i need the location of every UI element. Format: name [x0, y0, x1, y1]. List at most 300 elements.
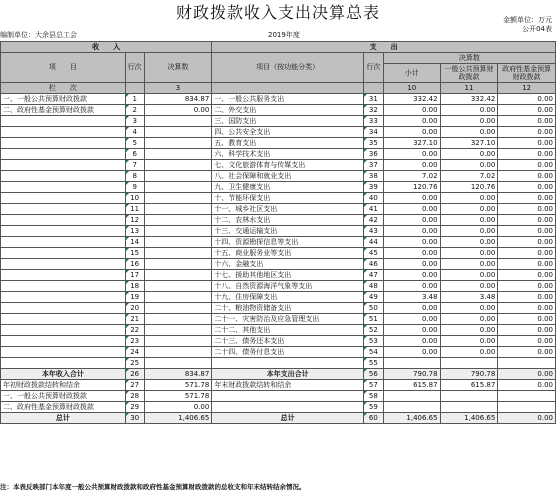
expense-subtotal: 0.00 [383, 248, 440, 259]
expense-line-no: 31 [363, 94, 383, 105]
expense-general-budget: 0.00 [440, 204, 498, 215]
expense-subtotal: 0.00 [383, 127, 440, 138]
expense-line-no: 36 [363, 149, 383, 160]
expense-subtotal: 0.00 [383, 105, 440, 116]
income-item [1, 270, 126, 281]
expense-item [212, 402, 364, 413]
expense-item: 二十一、灾害防治及应急管理支出 [212, 314, 364, 325]
expense-subtotal: 0.00 [383, 336, 440, 347]
general-budget-header: 一般公共预算财政拨款 [440, 64, 498, 83]
income-line-no: 3 [125, 116, 144, 127]
expense-general-budget: 0.00 [440, 325, 498, 336]
expense-general-budget: 0.00 [440, 259, 498, 270]
header-row-1 [1, 42, 556, 53]
income-line-no: 30 [125, 413, 144, 424]
expense-item: 五、教育支出 [212, 138, 364, 149]
expense-general-budget: 0.00 [440, 160, 498, 171]
income-amount: 571.78 [144, 391, 212, 402]
income-line-no: 23 [125, 336, 144, 347]
expense-subtotal [383, 358, 440, 369]
income-amount [144, 193, 212, 204]
expense-item: 十八、自然资源海洋气象等支出 [212, 281, 364, 292]
income-line-no: 4 [125, 127, 144, 138]
expense-subtotal: 0.00 [383, 237, 440, 248]
expense-general-budget: 120.76 [440, 182, 498, 193]
income-item: 一、一般公共预算财政拨款 [1, 94, 126, 105]
expense-general-budget: 0.00 [440, 149, 498, 160]
expense-item: 十二、农林水支出 [212, 215, 364, 226]
income-line-no: 18 [125, 281, 144, 292]
table-row [1, 336, 556, 347]
table-row [1, 237, 556, 248]
expense-general-budget: 0.00 [440, 226, 498, 237]
expense-fund-budget: 0.00 [498, 281, 556, 292]
expense-subtotal: 0.00 [383, 149, 440, 160]
income-amount [144, 237, 212, 248]
table-row [1, 160, 556, 171]
income-amount [144, 358, 212, 369]
col-3: 3 [144, 83, 212, 94]
expense-general-budget [440, 358, 498, 369]
expense-subtotal: 0.00 [383, 204, 440, 215]
income-line-no: 21 [125, 314, 144, 325]
income-item [1, 215, 126, 226]
income-item [1, 204, 126, 215]
expense-general-budget: 7.02 [440, 171, 498, 182]
expense-line-no: 57 [363, 380, 383, 391]
expense-line-no: 50 [363, 303, 383, 314]
table-row [1, 281, 556, 292]
income-item [1, 160, 126, 171]
expense-item: 二、外交支出 [212, 105, 364, 116]
table-row [1, 248, 556, 259]
expense-item: 十七、援助其他地区支出 [212, 270, 364, 281]
expense-line-no: 59 [363, 402, 383, 413]
income-amount [144, 292, 212, 303]
expense-line-no: 38 [363, 171, 383, 182]
income-amount [144, 127, 212, 138]
expense-item: 二十二、其他支出 [212, 325, 364, 336]
summary-row [1, 402, 556, 413]
expense-item: 六、科学技术支出 [212, 149, 364, 160]
expense-fund-budget: 0.00 [498, 149, 556, 160]
income-item [1, 358, 126, 369]
income-line-no: 1 [125, 94, 144, 105]
income-line-no: 11 [125, 204, 144, 215]
expense-item: 九、卫生健康支出 [212, 182, 364, 193]
income-item [1, 182, 126, 193]
summary-row [1, 391, 556, 402]
income-item: 二、政府性基金预算财政拨款 [1, 402, 126, 413]
col-12: 12 [498, 83, 556, 94]
table-row [1, 149, 556, 160]
expense-item: 年末财政拨款结转和结余 [212, 380, 364, 391]
expense-item: 二十三、债务还本支出 [212, 336, 364, 347]
income-item [1, 138, 126, 149]
expense-fund-budget: 0.00 [498, 127, 556, 138]
income-item [1, 303, 126, 314]
income-item [1, 171, 126, 182]
expense-subtotal: 3.48 [383, 292, 440, 303]
income-amount [144, 270, 212, 281]
expense-fund-budget [498, 391, 556, 402]
expense-item: 本年支出合计 [212, 369, 364, 380]
table-row [1, 292, 556, 303]
expense-line-no: 51 [363, 314, 383, 325]
expense-subtotal: 790.78 [383, 369, 440, 380]
expense-line-no: 33 [363, 116, 383, 127]
income-final-header: 决算数 [144, 53, 212, 83]
expense-fund-budget: 0.00 [498, 292, 556, 303]
income-amount [144, 336, 212, 347]
expense-fund-budget: 0.00 [498, 226, 556, 237]
blank-cell [363, 83, 383, 94]
func-item-header: 项目（按功能分类） [212, 53, 364, 83]
table-row [1, 259, 556, 270]
income-header: 收 入 [1, 42, 212, 53]
expense-line-no-header: 行次 [363, 53, 383, 83]
expense-general-budget: 1,406.65 [440, 413, 498, 424]
income-amount [144, 182, 212, 193]
expense-fund-budget: 0.00 [498, 369, 556, 380]
income-amount: 0.00 [144, 402, 212, 413]
column-label: 栏 次 [1, 83, 126, 94]
income-line-no: 29 [125, 402, 144, 413]
expense-subtotal: 0.00 [383, 193, 440, 204]
expense-line-no: 39 [363, 182, 383, 193]
income-line-no: 19 [125, 292, 144, 303]
expense-item: 十五、商业服务业等支出 [212, 248, 364, 259]
expense-subtotal: 0.00 [383, 116, 440, 127]
income-amount [144, 259, 212, 270]
expense-line-no: 40 [363, 193, 383, 204]
expense-subtotal [383, 391, 440, 402]
expense-line-no: 55 [363, 358, 383, 369]
expense-general-budget: 0.00 [440, 193, 498, 204]
blank-cell [125, 83, 144, 94]
income-item [1, 314, 126, 325]
income-line-no: 12 [125, 215, 144, 226]
expense-subtotal: 0.00 [383, 281, 440, 292]
income-amount [144, 138, 212, 149]
summary-row [1, 380, 556, 391]
expense-line-no: 41 [363, 204, 383, 215]
income-item: 二、政府性基金预算财政拨款 [1, 105, 126, 116]
expense-final-header: 决算数 [383, 53, 555, 64]
table-row [1, 94, 556, 105]
income-line-no: 6 [125, 149, 144, 160]
expense-general-budget: 3.48 [440, 292, 498, 303]
income-line-no: 2 [125, 105, 144, 116]
income-line-no: 28 [125, 391, 144, 402]
income-amount [144, 347, 212, 358]
expense-item: 总计 [212, 413, 364, 424]
expense-item: 二十四、债务付息支出 [212, 347, 364, 358]
income-amount [144, 215, 212, 226]
expense-item: 十一、城乡社区支出 [212, 204, 364, 215]
fund-budget-header: 政府性基金预算财政拨款 [498, 64, 556, 83]
expense-line-no: 47 [363, 270, 383, 281]
expense-fund-budget [498, 358, 556, 369]
expense-line-no: 44 [363, 237, 383, 248]
income-line-no: 26 [125, 369, 144, 380]
table-row [1, 105, 556, 116]
table-row [1, 127, 556, 138]
expense-fund-budget: 0.00 [498, 347, 556, 358]
expense-fund-budget: 0.00 [498, 116, 556, 127]
expense-general-budget: 0.00 [440, 336, 498, 347]
expense-subtotal: 1,406.65 [383, 413, 440, 424]
expense-subtotal: 120.76 [383, 182, 440, 193]
report-meta [0, 31, 556, 40]
income-amount: 571.78 [144, 380, 212, 391]
expense-subtotal [383, 402, 440, 413]
expense-fund-budget: 0.00 [498, 105, 556, 116]
table-row [1, 138, 556, 149]
table-row [1, 270, 556, 281]
table-row [1, 358, 556, 369]
income-line-no: 5 [125, 138, 144, 149]
income-line-no: 16 [125, 259, 144, 270]
expense-general-budget: 0.00 [440, 314, 498, 325]
amount-unit: 金额单位：万元 [503, 16, 552, 24]
expense-item [212, 391, 364, 402]
table-row [1, 116, 556, 127]
expense-general-budget: 0.00 [440, 127, 498, 138]
expense-fund-budget: 0.00 [498, 138, 556, 149]
footnote: 注：本表反映部门本年度一般公共预算财政拨款和政府性基金预算财政拨款的总收支和年末结转结余情况。 [0, 483, 306, 491]
income-item [1, 248, 126, 259]
income-item: 一、一般公共预算财政拨款 [1, 391, 126, 402]
summary-row [1, 369, 556, 380]
income-line-no: 10 [125, 193, 144, 204]
income-item [1, 226, 126, 237]
expense-fund-budget: 0.00 [498, 215, 556, 226]
item-header: 项 目 [1, 53, 126, 83]
expense-fund-budget: 0.00 [498, 413, 556, 424]
expense-general-budget: 0.00 [440, 105, 498, 116]
form-code: 公开04表 [522, 25, 552, 33]
line-no-header: 行次 [125, 53, 144, 83]
report-year: 2019年度 [268, 31, 300, 39]
expense-item: 四、公共安全支出 [212, 127, 364, 138]
income-line-no: 15 [125, 248, 144, 259]
expense-line-no: 34 [363, 127, 383, 138]
income-item: 总计 [1, 413, 126, 424]
column-index-row [1, 83, 556, 94]
income-line-no: 13 [125, 226, 144, 237]
income-line-no: 20 [125, 303, 144, 314]
org-label: 编制单位：大余县总工会 [0, 31, 77, 39]
income-item [1, 325, 126, 336]
table-row [1, 182, 556, 193]
expense-general-budget: 615.87 [440, 380, 498, 391]
summary-row [1, 413, 556, 424]
blank-cell [212, 83, 364, 94]
expense-fund-budget: 0.00 [498, 270, 556, 281]
income-item [1, 237, 126, 248]
expense-subtotal: 0.00 [383, 325, 440, 336]
table-row [1, 347, 556, 358]
income-item [1, 347, 126, 358]
expense-fund-budget: 0.00 [498, 325, 556, 336]
expense-fund-budget: 0.00 [498, 248, 556, 259]
expense-subtotal: 0.00 [383, 226, 440, 237]
expense-general-budget: 0.00 [440, 347, 498, 358]
expense-line-no: 48 [363, 281, 383, 292]
expense-general-budget: 0.00 [440, 281, 498, 292]
expense-fund-budget [498, 402, 556, 413]
expense-subtotal: 0.00 [383, 303, 440, 314]
expense-item: 十三、交通运输支出 [212, 226, 364, 237]
expense-line-no: 32 [363, 105, 383, 116]
expense-line-no: 49 [363, 292, 383, 303]
expense-subtotal: 0.00 [383, 314, 440, 325]
expense-general-budget [440, 391, 498, 402]
income-line-no: 27 [125, 380, 144, 391]
expense-fund-budget: 0.00 [498, 171, 556, 182]
expense-item: 十九、住房保障支出 [212, 292, 364, 303]
income-amount [144, 325, 212, 336]
income-line-no: 24 [125, 347, 144, 358]
expense-item: 十四、资源勘探信息等支出 [212, 237, 364, 248]
expense-line-no: 56 [363, 369, 383, 380]
income-amount [144, 160, 212, 171]
table-row [1, 325, 556, 336]
income-amount [144, 281, 212, 292]
expense-general-budget: 0.00 [440, 248, 498, 259]
income-line-no: 17 [125, 270, 144, 281]
expense-line-no: 42 [363, 215, 383, 226]
expense-line-no: 58 [363, 391, 383, 402]
income-item [1, 127, 126, 138]
income-amount [144, 248, 212, 259]
expense-item: 一、一般公共服务支出 [212, 94, 364, 105]
income-item [1, 149, 126, 160]
income-item [1, 281, 126, 292]
expense-header: 支 出 [212, 42, 556, 53]
expense-fund-budget: 0.00 [498, 237, 556, 248]
table-row [1, 314, 556, 325]
income-line-no: 25 [125, 358, 144, 369]
expense-line-no: 45 [363, 248, 383, 259]
expense-subtotal: 332.42 [383, 94, 440, 105]
expense-fund-budget: 0.00 [498, 336, 556, 347]
expense-subtotal: 0.00 [383, 215, 440, 226]
expense-fund-budget: 0.00 [498, 314, 556, 325]
expense-general-budget: 0.00 [440, 237, 498, 248]
expense-line-no: 52 [363, 325, 383, 336]
expense-line-no: 37 [363, 160, 383, 171]
expense-subtotal: 327.10 [383, 138, 440, 149]
table-row [1, 303, 556, 314]
expense-fund-budget: 0.00 [498, 182, 556, 193]
income-item [1, 116, 126, 127]
expense-general-budget: 0.00 [440, 116, 498, 127]
expense-general-budget: 0.00 [440, 215, 498, 226]
income-item [1, 259, 126, 270]
expense-line-no: 43 [363, 226, 383, 237]
expense-subtotal: 0.00 [383, 259, 440, 270]
income-amount [144, 149, 212, 160]
header-row-2 [1, 53, 556, 64]
expense-general-budget: 790.78 [440, 369, 498, 380]
table-row [1, 215, 556, 226]
expense-line-no: 53 [363, 336, 383, 347]
income-line-no: 7 [125, 160, 144, 171]
expense-general-budget: 0.00 [440, 270, 498, 281]
expense-line-no: 46 [363, 259, 383, 270]
income-amount [144, 116, 212, 127]
expense-subtotal: 615.87 [383, 380, 440, 391]
income-line-no: 9 [125, 182, 144, 193]
report-title: 财政拨款收入支出决算总表 [175, 3, 380, 22]
fiscal-table [0, 41, 556, 424]
income-line-no: 14 [125, 237, 144, 248]
expense-fund-budget: 0.00 [498, 204, 556, 215]
expense-line-no: 54 [363, 347, 383, 358]
income-item: 年初财政拨款结转和结余 [1, 380, 126, 391]
expense-general-budget: 0.00 [440, 303, 498, 314]
table-row [1, 171, 556, 182]
expense-item [212, 358, 364, 369]
income-item: 本年收入合计 [1, 369, 126, 380]
income-amount [144, 171, 212, 182]
expense-line-no: 60 [363, 413, 383, 424]
income-line-no: 22 [125, 325, 144, 336]
col-10: 10 [383, 83, 440, 94]
income-line-no: 8 [125, 171, 144, 182]
table-row [1, 204, 556, 215]
income-amount [144, 226, 212, 237]
income-item [1, 193, 126, 204]
expense-item: 七、文化旅游体育与传媒支出 [212, 160, 364, 171]
expense-subtotal: 0.00 [383, 270, 440, 281]
expense-item: 八、社会保障和就业支出 [212, 171, 364, 182]
income-amount [144, 314, 212, 325]
expense-item: 十六、金融支出 [212, 259, 364, 270]
income-item [1, 336, 126, 347]
expense-fund-budget: 0.00 [498, 259, 556, 270]
subtotal-header: 小计 [383, 64, 440, 83]
expense-item: 二十、粮油物资储备支出 [212, 303, 364, 314]
table-row [1, 193, 556, 204]
expense-subtotal: 0.00 [383, 160, 440, 171]
expense-general-budget: 332.42 [440, 94, 498, 105]
expense-fund-budget: 0.00 [498, 94, 556, 105]
expense-general-budget [440, 402, 498, 413]
income-amount: 834.87 [144, 94, 212, 105]
expense-fund-budget: 0.00 [498, 160, 556, 171]
expense-fund-budget: 0.00 [498, 193, 556, 204]
col-11: 11 [440, 83, 498, 94]
expense-subtotal: 7.02 [383, 171, 440, 182]
expense-fund-budget: 0.00 [498, 303, 556, 314]
expense-subtotal: 0.00 [383, 347, 440, 358]
income-item [1, 292, 126, 303]
expense-item: 十、节能环保支出 [212, 193, 364, 204]
income-amount: 834.87 [144, 369, 212, 380]
expense-line-no: 35 [363, 138, 383, 149]
expense-fund-budget: 0.00 [498, 380, 556, 391]
income-amount [144, 204, 212, 215]
expense-general-budget: 327.10 [440, 138, 498, 149]
table-row [1, 226, 556, 237]
expense-item: 三、国防支出 [212, 116, 364, 127]
income-amount: 0.00 [144, 105, 212, 116]
income-amount [144, 303, 212, 314]
income-amount: 1,406.65 [144, 413, 212, 424]
